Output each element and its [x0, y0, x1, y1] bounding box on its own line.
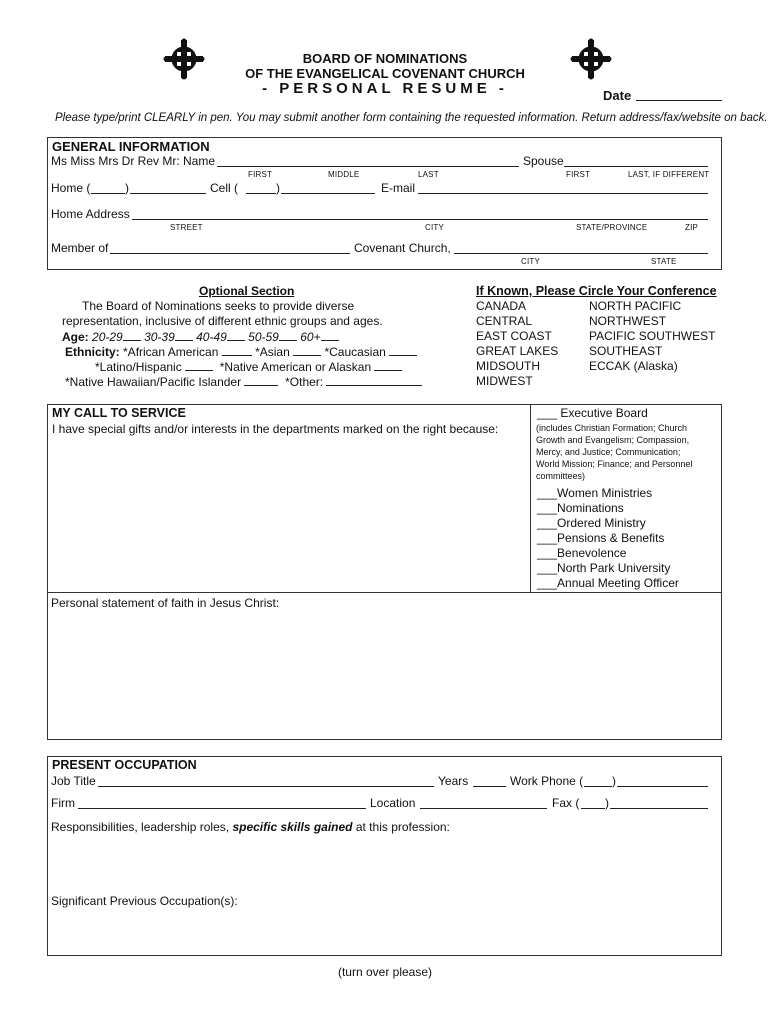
eth-native-american-blank[interactable] — [374, 359, 402, 371]
work-phone-label: Work Phone ( — [510, 774, 584, 788]
exec-note-3: Mercy, and Justice; Communication; — [536, 447, 681, 457]
eth-asian-blank[interactable] — [293, 344, 321, 356]
exec-note-5: committees) — [536, 471, 586, 481]
option-pensions-benefits[interactable]: ___Pensions & Benefits — [537, 531, 665, 545]
age-30-39-blank[interactable] — [175, 329, 193, 341]
member-of-label: Member of — [51, 241, 109, 255]
age-50-59-blank[interactable] — [279, 329, 297, 341]
conference-pacific-southwest[interactable]: PACIFIC SOUTHWEST — [589, 329, 716, 343]
home-phone-label: Home ( — [51, 181, 91, 195]
age-30-39: 30-39 — [144, 330, 175, 344]
location-field[interactable] — [420, 808, 547, 809]
spouse-sub-first: FIRST — [566, 170, 591, 179]
spouse-field[interactable] — [564, 166, 708, 167]
eth-native-hawaiian-blank[interactable] — [244, 374, 278, 386]
call-section-divider — [47, 592, 722, 593]
member-of-field[interactable] — [110, 253, 350, 254]
name-sub-last: LAST — [418, 170, 439, 179]
optional-heading: Optional Section — [199, 284, 295, 298]
home-area-code-field[interactable] — [91, 193, 125, 194]
ethnicity-row3 — [65, 374, 422, 389]
address-sub-zip: ZIP — [685, 223, 699, 232]
location-label: Location — [370, 796, 416, 810]
covenant-church-label: Covenant Church, — [354, 241, 451, 255]
age-20-29-blank[interactable] — [123, 329, 141, 341]
eth-native-american: *Native American or Alaskan — [219, 360, 372, 374]
faith-statement-label: Personal statement of faith in Jesus Christ: — [51, 596, 280, 610]
firm-label: Firm — [51, 796, 75, 810]
call-text: I have special gifts and/or interests in the departments marked on the right because: — [52, 422, 499, 436]
conference-eccak[interactable]: ECCAK (Alaska) — [589, 359, 678, 373]
eth-other: *Other: — [285, 375, 324, 389]
address-sub-street: STREET — [170, 223, 203, 232]
years-label: Years — [438, 774, 469, 788]
address-sub-city: CITY — [425, 223, 445, 232]
home-phone-field[interactable] — [130, 193, 206, 194]
home-address-label: Home Address — [51, 207, 130, 221]
eth-asian: *Asian — [255, 345, 290, 359]
eth-african-american: *African American — [123, 345, 219, 359]
executive-board-label: Executive Board — [560, 406, 648, 420]
date-field[interactable] — [636, 100, 722, 101]
conference-east-coast[interactable]: EAST COAST — [476, 329, 552, 343]
conference-central[interactable]: CENTRAL — [476, 314, 533, 328]
date-label: Date — [603, 88, 632, 103]
executive-board-option[interactable] — [537, 406, 648, 420]
previous-occupation-area[interactable] — [50, 910, 718, 952]
work-phone-field[interactable] — [617, 786, 708, 787]
option-ordered-ministry[interactable]: ___Ordered Ministry — [537, 516, 646, 530]
responsibilities-area[interactable] — [50, 836, 718, 892]
fax-label: Fax ( — [552, 796, 580, 810]
optional-line2: representation, inclusive of different ethnic groups and ages. — [62, 314, 383, 328]
conference-great-lakes[interactable]: GREAT LAKES — [476, 344, 559, 358]
page-title: - PERSONAL RESUME - — [262, 80, 508, 97]
age-40-49: 40-49 — [196, 330, 227, 344]
occupation-heading: PRESENT OCCUPATION — [52, 758, 197, 772]
general-info-heading: GENERAL INFORMATION — [52, 139, 210, 154]
conference-midwest[interactable]: MIDWEST — [476, 374, 533, 388]
age-50-59: 50-59 — [248, 330, 279, 344]
responsibilities-label: Responsibilities, leadership roles, specific skills gained at this profession: — [51, 820, 450, 834]
eth-other-field[interactable] — [326, 374, 422, 386]
name-field[interactable] — [217, 166, 519, 167]
job-title-field[interactable] — [98, 786, 434, 787]
name-label: Ms Miss Mrs Dr Rev Mr: Name — [51, 154, 215, 168]
fax-paren: ) — [605, 796, 609, 810]
call-section-vertical-divider — [530, 404, 531, 592]
header-line1: BOARD OF NOMINATIONS — [302, 51, 468, 66]
job-title-label: Job Title — [51, 774, 96, 788]
conference-southeast[interactable]: SOUTHEAST — [589, 344, 663, 358]
conference-canada[interactable]: CANADA — [476, 299, 527, 313]
church-sub-city: CITY — [521, 257, 541, 266]
spouse-sub-last: LAST, IF DIFFERENT — [628, 170, 710, 179]
church-sub-state: STATE — [651, 257, 677, 266]
age-label: Age: — [62, 330, 89, 344]
eth-latino: *Latino/Hispanic — [95, 360, 182, 374]
exec-note-4: World Mission; Finance; and Personnel — [536, 459, 693, 469]
conference-midsouth[interactable]: MIDSOUTH — [476, 359, 540, 373]
spouse-label: Spouse — [523, 154, 564, 168]
cell-phone-field[interactable] — [281, 193, 375, 194]
church-location-field[interactable] — [454, 253, 708, 254]
option-benevolence[interactable]: ___Benevolence — [537, 546, 627, 560]
option-annual-meeting-officer[interactable]: ___Annual Meeting Officer — [537, 576, 679, 590]
call-heading: MY CALL TO SERVICE — [52, 406, 186, 420]
email-field[interactable] — [418, 193, 708, 194]
eth-latino-blank[interactable] — [185, 359, 213, 371]
age-row — [62, 329, 339, 344]
exec-note-2: Growth and Evangelism; Compassion, — [536, 435, 690, 445]
eth-caucasian-blank[interactable] — [389, 344, 417, 356]
fax-field[interactable] — [610, 808, 708, 809]
cell-phone-label: Cell ( — [210, 181, 239, 195]
eth-african-american-blank[interactable] — [222, 344, 252, 356]
conference-heading: If Known, Please Circle Your Conference — [476, 284, 717, 298]
ethnicity-row1 — [65, 344, 417, 359]
covenant-cross-logo-right — [570, 38, 612, 80]
years-field[interactable] — [473, 786, 506, 787]
faith-statement-area[interactable] — [50, 612, 718, 736]
name-sub-middle: MIDDLE — [328, 170, 360, 179]
name-sub-first: FIRST — [248, 170, 273, 179]
optional-line1: The Board of Nominations seeks to provide diverse — [82, 299, 355, 313]
covenant-cross-logo-left — [163, 38, 205, 80]
header-line2: OF THE EVANGELICAL COVENANT CHURCH — [245, 66, 525, 81]
age-60-plus-blank[interactable] — [321, 329, 339, 341]
ethnicity-row2 — [95, 359, 402, 374]
work-phone-area-field[interactable] — [584, 786, 612, 787]
email-label: E-mail — [381, 181, 416, 195]
footer-turn-over: (turn over please) — [337, 965, 433, 979]
option-nominations[interactable]: ___Nominations — [537, 501, 624, 515]
age-20-29: 20-29 — [92, 330, 123, 344]
age-40-49-blank[interactable] — [227, 329, 245, 341]
conference-northwest[interactable]: NORTHWEST — [589, 314, 667, 328]
age-60-plus: 60+ — [300, 330, 321, 344]
home-address-field[interactable] — [132, 219, 708, 220]
conference-north-pacific[interactable]: NORTH PACIFIC — [589, 299, 682, 313]
eth-caucasian: *Caucasian — [324, 345, 386, 359]
fax-area-field[interactable] — [581, 808, 605, 809]
ethnicity-label: Ethnicity: — [65, 345, 120, 359]
option-north-park-university[interactable]: ___North Park University — [537, 561, 671, 575]
exec-note-1: (includes Christian Formation; Church — [536, 423, 688, 433]
home-paren: ) — [125, 181, 129, 195]
eth-native-hawaiian: *Native Hawaiian/Pacific Islander — [65, 375, 242, 389]
firm-field[interactable] — [78, 808, 366, 809]
option-women-ministries[interactable]: ___Women Ministries — [537, 486, 653, 500]
previous-occupation-label: Significant Previous Occupation(s): — [51, 894, 238, 908]
instructions: Please type/print CLEARLY in pen. You may submit another form containing the requested information. Return address/fax/website on back. — [55, 112, 768, 124]
cell-paren: ) — [276, 181, 280, 195]
cell-area-code-field[interactable] — [246, 193, 276, 194]
executive-board-blank[interactable]: ___ — [537, 406, 558, 420]
address-sub-state: STATE/PROVINCE — [576, 223, 648, 232]
work-phone-paren: ) — [612, 774, 616, 788]
